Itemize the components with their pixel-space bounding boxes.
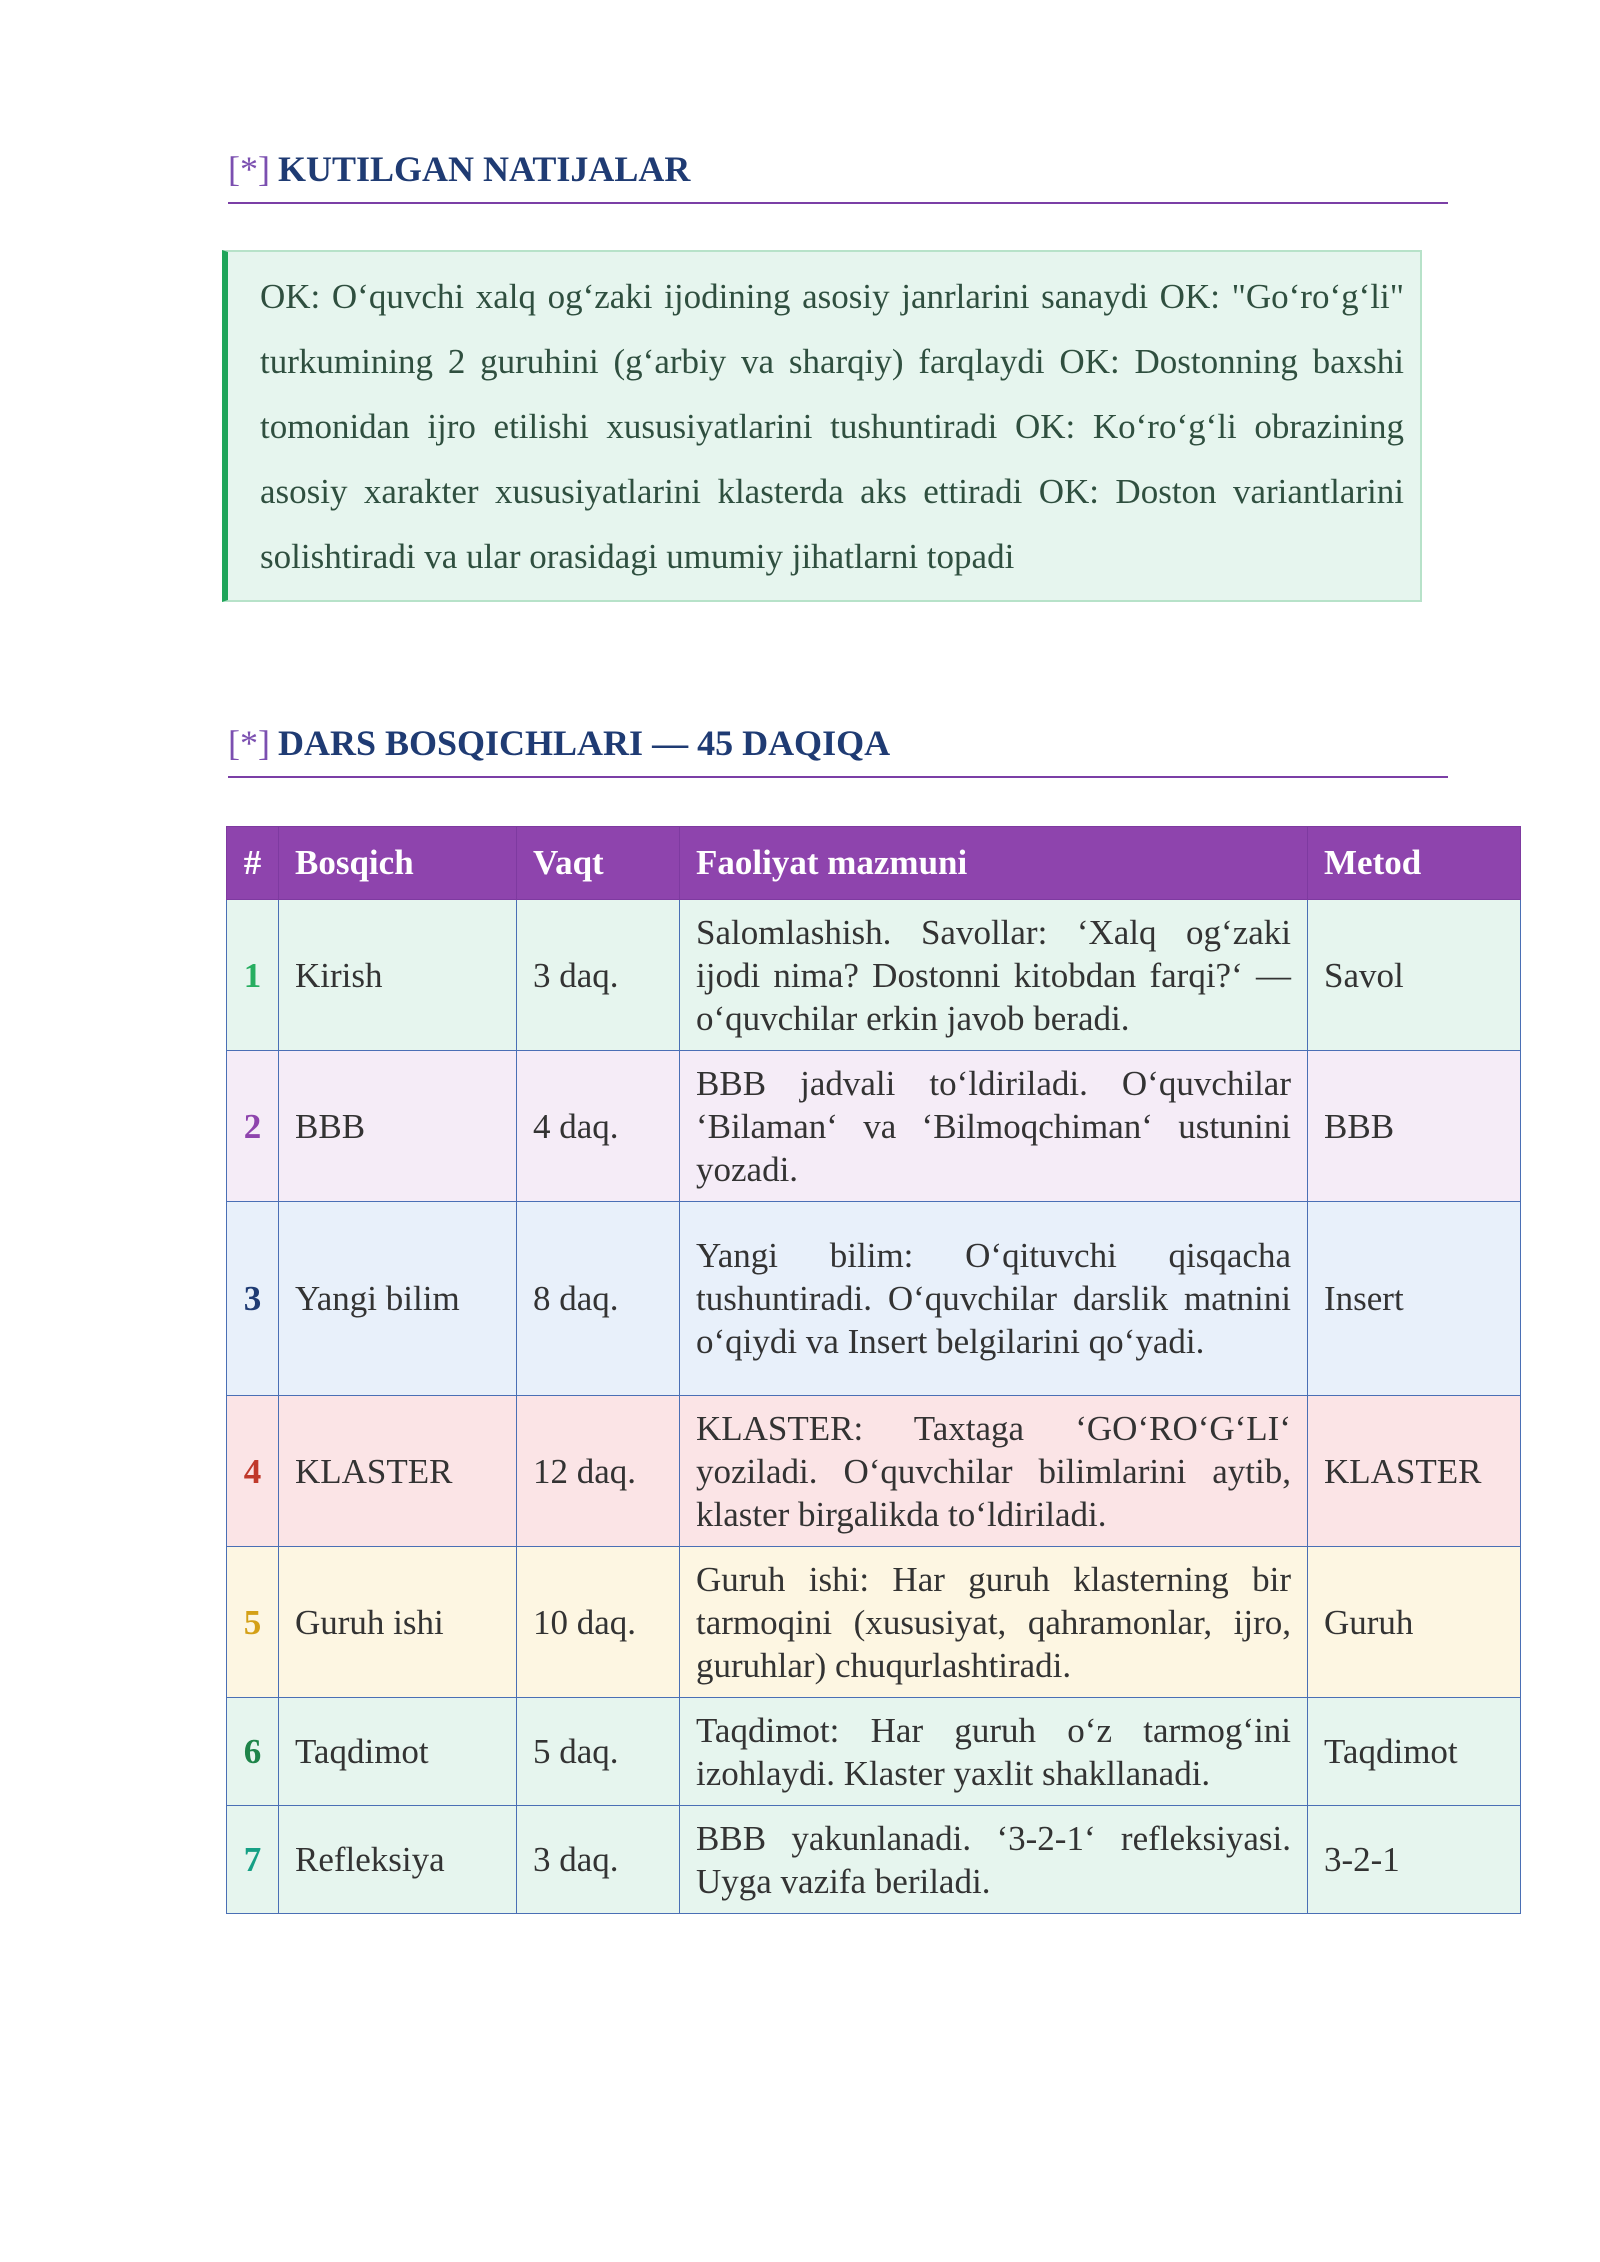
- row-number: 4: [227, 1396, 279, 1547]
- section-title-stages: [228, 722, 1448, 778]
- table-row: [227, 1396, 1521, 1547]
- row-stage: Yangi bilim: [279, 1202, 517, 1396]
- row-time: 3 daq.: [517, 1806, 680, 1914]
- row-method: Savol: [1308, 900, 1521, 1051]
- table-header-row: [227, 827, 1521, 900]
- table-row: [227, 900, 1521, 1051]
- lesson-stages-table: [226, 826, 1521, 1914]
- row-number: 1: [227, 900, 279, 1051]
- row-time: 3 daq.: [517, 900, 680, 1051]
- table-row: [227, 1698, 1521, 1806]
- table-row: [227, 1051, 1521, 1202]
- row-stage: Refleksiya: [279, 1806, 517, 1914]
- table-row: [227, 1806, 1521, 1914]
- row-number: 3: [227, 1202, 279, 1396]
- row-time: 12 daq.: [517, 1396, 680, 1547]
- section-title-text: DARS BOSQICHLARI — 45 DAQIQA: [277, 723, 891, 763]
- row-method: KLASTER: [1308, 1396, 1521, 1547]
- row-stage: Kirish: [279, 900, 517, 1051]
- row-content: Salomlashish. Savollar: ‘Xalq og‘zaki ijodi nima? Dostonni kitobdan farqi?‘ — o‘quvchilar erkin javob beradi.: [680, 900, 1308, 1051]
- row-number: 2: [227, 1051, 279, 1202]
- row-content: BBB yakunlanadi. ‘3-2-1‘ refleksiyasi. Uyga vazifa beriladi.: [680, 1806, 1308, 1914]
- row-method: Taqdimot: [1308, 1698, 1521, 1806]
- header-number: #: [227, 827, 279, 900]
- row-number: 7: [227, 1806, 279, 1914]
- row-content: KLASTER: Taxtaga ‘GO‘RO‘G‘LI‘ yoziladi. O‘quvchilar bilimlarini aytib, klaster birgalikda to‘ldiriladi.: [680, 1396, 1308, 1547]
- row-time: 10 daq.: [517, 1547, 680, 1698]
- section-title-outcomes: [228, 148, 1448, 204]
- row-stage: BBB: [279, 1051, 517, 1202]
- table-row: [227, 1547, 1521, 1698]
- row-content: BBB jadvali to‘ldiriladi. O‘quvchilar ‘Bilaman‘ va ‘Bilmoqchiman‘ ustunini yozadi.: [680, 1051, 1308, 1202]
- section-marker: [*]: [228, 149, 270, 189]
- row-stage: Guruh ishi: [279, 1547, 517, 1698]
- row-time: 8 daq.: [517, 1202, 680, 1396]
- row-content: Guruh ishi: Har guruh klasterning bir tarmoqini (xususiyat, qahramonlar, ijro, guruhlar) chuqurlashtiradi.: [680, 1547, 1308, 1698]
- row-number: 5: [227, 1547, 279, 1698]
- row-content: Taqdimot: Har guruh o‘z tarmog‘ini izohlaydi. Klaster yaxlit shakllanadi.: [680, 1698, 1308, 1806]
- row-time: 5 daq.: [517, 1698, 680, 1806]
- outcomes-text: OK: O‘quvchi xalq og‘zaki ijodining asosiy janrlarini sanaydi OK: "Go‘ro‘g‘li" turkumining 2 guruhini (g‘arbiy va sharqiy) farqlaydi OK: Dostonning baxshi tomonidan ijro etilishi xususiyatlarini tushuntiradi OK: Ko‘ro‘g‘li obrazining asosiy xarakter xususiyatlarini klasterda aks ettiradi OK: Doston variantlarini solishtiradi va ular orasidagi umumiy jihatlarni topadi: [260, 277, 1404, 576]
- header-stage: Bosqich: [279, 827, 517, 900]
- header-time: Vaqt: [517, 827, 680, 900]
- outcomes-box: [222, 250, 1422, 602]
- row-stage: KLASTER: [279, 1396, 517, 1547]
- row-time: 4 daq.: [517, 1051, 680, 1202]
- section-title-text: KUTILGAN NATIJALAR: [277, 149, 691, 189]
- row-stage: Taqdimot: [279, 1698, 517, 1806]
- row-method: Guruh: [1308, 1547, 1521, 1698]
- header-method: Metod: [1308, 827, 1521, 900]
- section-marker: [*]: [228, 723, 270, 763]
- row-method: 3-2-1: [1308, 1806, 1521, 1914]
- row-method: BBB: [1308, 1051, 1521, 1202]
- header-content: Faoliyat mazmuni: [680, 827, 1308, 900]
- row-number: 6: [227, 1698, 279, 1806]
- row-content: Yangi bilim: O‘qituvchi qisqacha tushuntiradi. O‘quvchilar darslik matnini o‘qiydi va Insert belgilarini qo‘yadi.: [680, 1202, 1308, 1396]
- row-method: Insert: [1308, 1202, 1521, 1396]
- table-row: [227, 1202, 1521, 1396]
